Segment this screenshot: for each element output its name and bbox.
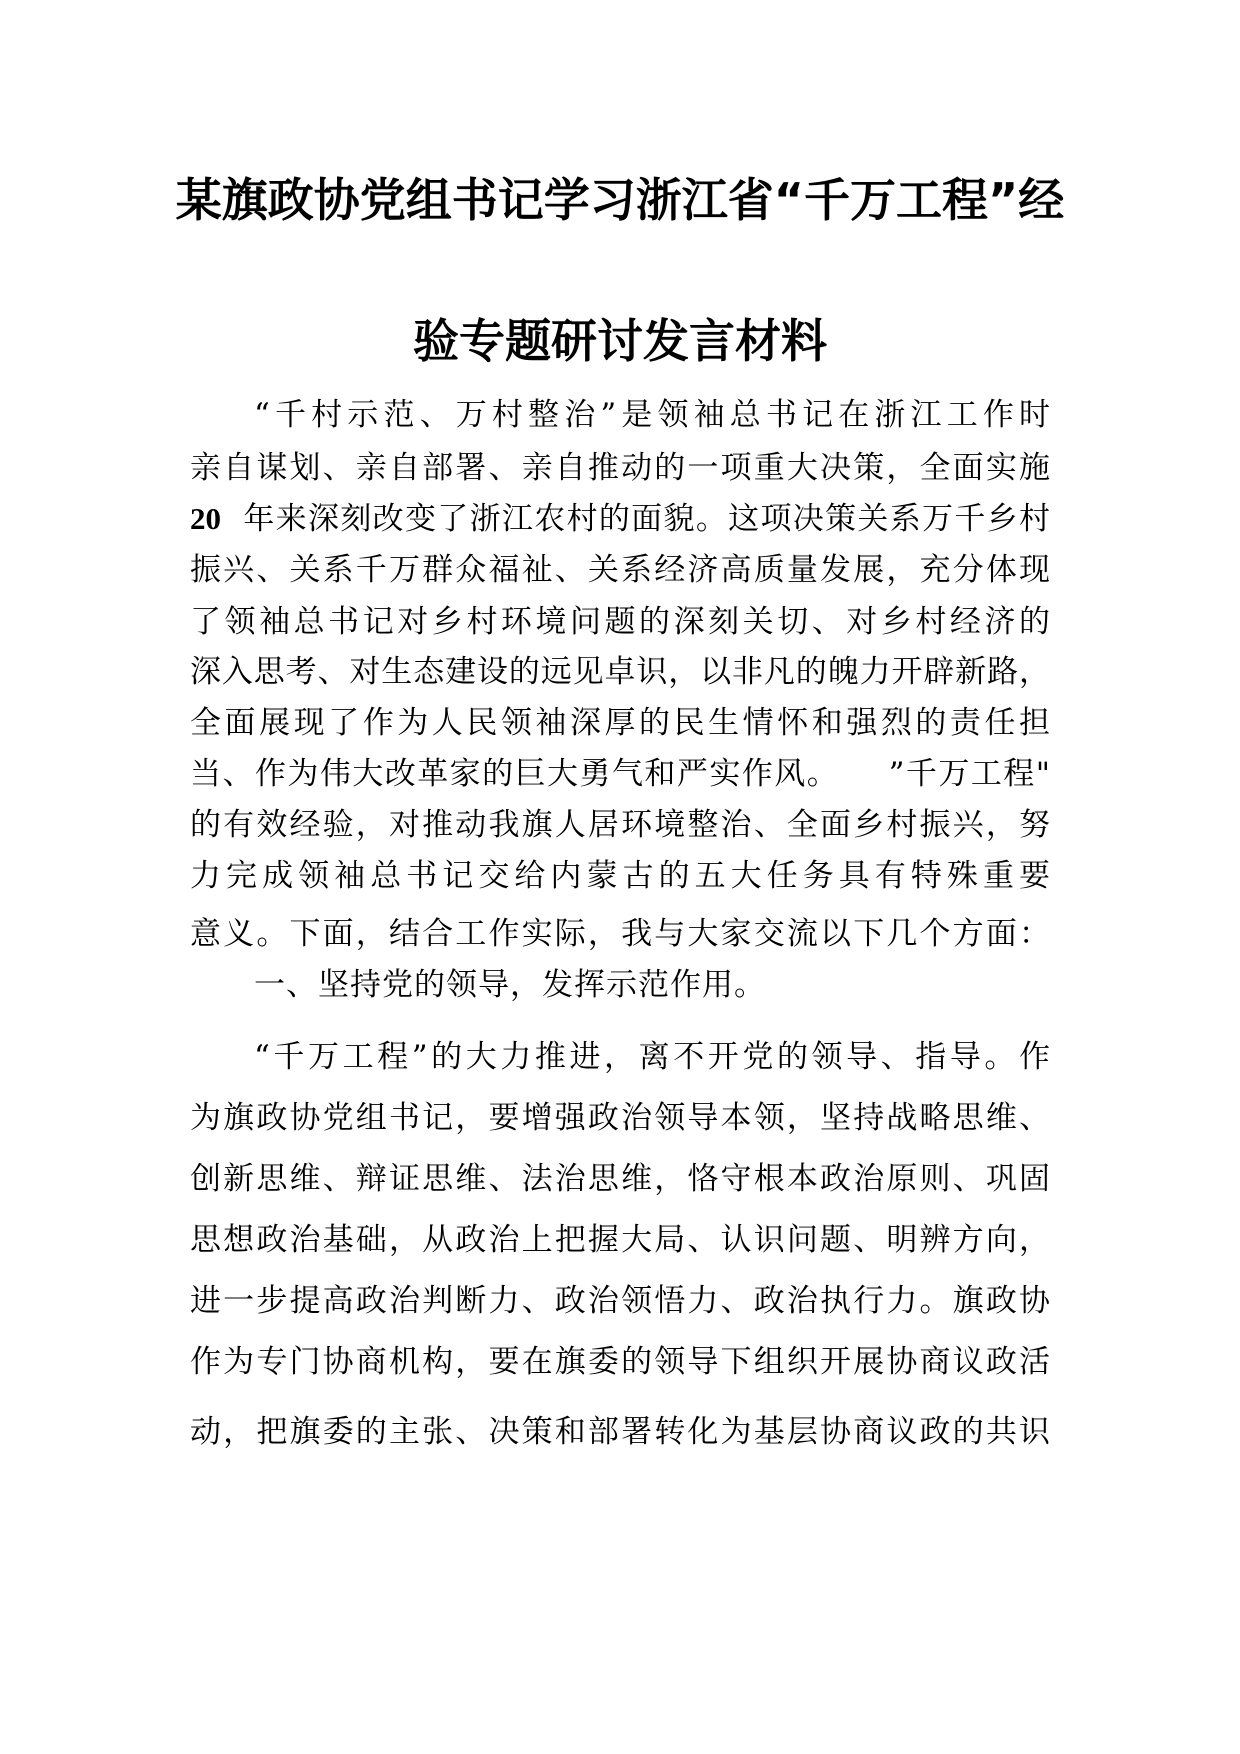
paragraph-2-line: 创新思维、辩证思维、法治思维，恪守根本政治原则、巩固 [190, 1161, 1050, 1197]
paragraph-1-line: 意义。下面，结合工作实际，我与大家交流以下几个方面： [190, 916, 1050, 952]
section-heading-1: 一、坚持党的领导，发挥示范作用。 [254, 967, 766, 1003]
paragraph-1-line: 力完成领袖总书记交给内蒙古的五大任务具有特殊重要 [190, 858, 1050, 894]
paragraph-1-line: “千村示范、万村整治”是领袖总书记在浙江工作时 [254, 397, 1050, 433]
paragraph-1-line: 当、作为伟大改革家的巨大勇气和严实作风。 ”千万工程" [190, 756, 1050, 792]
paragraph-1-line: 振兴、关系千万群众福祉、关系经济高质量发展，充分体现 [190, 552, 1050, 588]
paragraph-1-line: 全面展现了作为人民领袖深厚的民生情怀和强烈的责任担 [190, 705, 1050, 741]
paragraph-1-line: 了领袖总书记对乡村环境问题的深刻关切、对乡村经济的 [190, 604, 1050, 640]
year-count-number: 20 [190, 501, 221, 536]
paragraph-1-line [190, 490, 1050, 548]
paragraph-1-line: 深入思考、对生态建设的远见卓识，以非凡的魄力开辟新路， [190, 654, 1050, 690]
document-title-line-1: 某旗政协党组书记学习浙江省“千万工程”经 [175, 173, 1065, 227]
paragraph-2-line: 动，把旗委的主张、决策和部署转化为基层协商议政的共识 [190, 1414, 1050, 1450]
paragraph-1-line: 的有效经验，对推动我旗人居环境整治、全面乡村振兴，努 [190, 807, 1050, 843]
paragraph-2-line: “千万工程”的大力推进，离不开党的领导、指导。作 [254, 1039, 1050, 1075]
paragraph-1-line: 亲自谋划、亲自部署、亲自推动的一项重大决策，全面实施 [190, 450, 1050, 486]
paragraph-2-line: 作为专门协商机构，要在旗委的领导下组织开展协商议政活 [190, 1344, 1050, 1380]
paragraph-2-line: 进一步提高政治判断力、政治领悟力、政治执行力。旗政协 [190, 1283, 1050, 1319]
paragraph-2-line: 思想政治基础，从政治上把握大局、认识问题、明辨方向， [190, 1222, 1050, 1258]
document-title-line-2: 验专题研讨发言材料 [413, 314, 827, 368]
paragraph-2-line: 为旗政协党组书记，要增强政治领导本领，坚持战略思维、 [190, 1100, 1050, 1136]
paragraph-1-text: 年来深刻改变了浙江农村的面貌。这项决策关系万千乡村 [243, 501, 1051, 537]
